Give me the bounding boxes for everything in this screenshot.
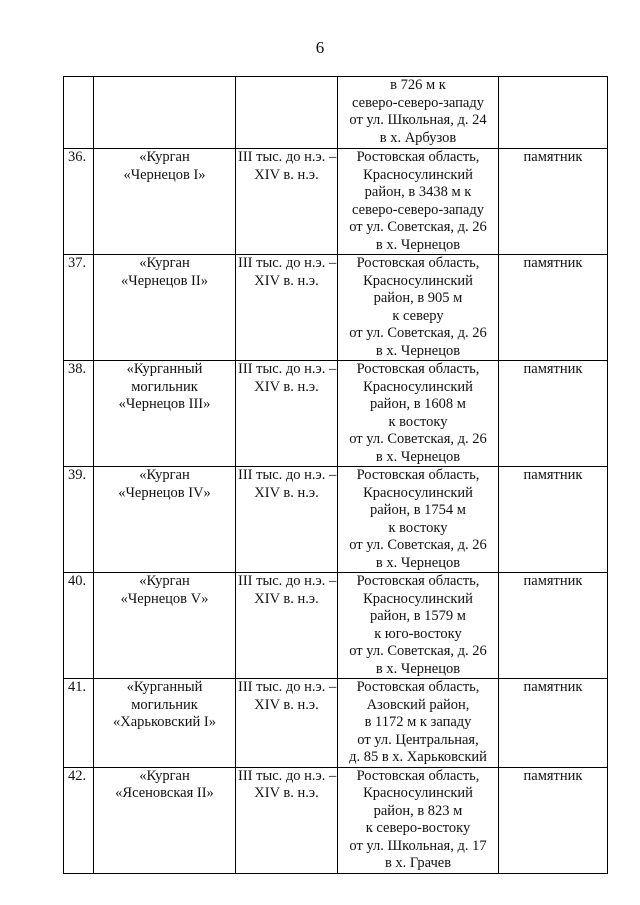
category-cell <box>499 767 608 873</box>
location-line: в х. Арбузов <box>379 129 457 146</box>
name-line: могильник <box>131 378 198 395</box>
location-cell <box>338 361 499 467</box>
dating-cell <box>236 767 338 873</box>
category-text: памятник <box>523 767 583 784</box>
dating-cell <box>236 467 338 573</box>
location-line: район, в 823 м <box>373 802 463 819</box>
location-line: Красносулинский <box>363 590 473 607</box>
category-cell <box>499 255 608 361</box>
location-line: в х. Чернецов <box>375 660 461 677</box>
name-line: «Чернецов III» <box>118 396 211 412</box>
location-line: в х. Чернецов <box>375 448 461 465</box>
monument-name-cell <box>94 149 236 255</box>
name-line: «Курган <box>139 467 190 483</box>
name-line: «Курганный <box>126 361 203 377</box>
location-cell <box>338 149 499 255</box>
category-cell <box>499 361 608 467</box>
category-text: памятник <box>523 573 583 589</box>
monument-name-cell <box>94 573 236 679</box>
location-line: к северо-востоку <box>365 820 471 836</box>
monument-name-cell <box>94 255 236 361</box>
name-line: «Курган <box>139 573 190 589</box>
table-row <box>64 573 608 679</box>
category-cell <box>499 467 608 573</box>
period-line: III тыс. до н.э. – <box>238 149 337 165</box>
location-line: Красносулинский <box>363 484 473 501</box>
location-line: д. 85 в х. Харьковский <box>349 749 487 765</box>
location-line: в 726 м к <box>390 77 446 93</box>
location-cell <box>338 767 499 873</box>
table-row <box>64 149 608 255</box>
location-line: от ул. Школьная, д. 24 <box>349 112 487 128</box>
monument-name-cell <box>94 679 236 768</box>
period-line: XIV в. н.э. <box>254 484 319 501</box>
monument-name-cell <box>94 361 236 467</box>
category-text: памятник <box>523 361 583 377</box>
location-line: район, в 1608 м <box>370 396 466 412</box>
table-row <box>64 361 608 467</box>
period-line: III тыс. до н.э. – <box>238 255 337 271</box>
num-text: 39. <box>68 467 87 483</box>
location-line: Ростовская область, <box>356 767 480 784</box>
location-line: район, в 1579 м <box>370 608 466 624</box>
location-cell <box>338 255 499 361</box>
period-line: XIV в. н.э. <box>254 696 319 713</box>
row-number-cell <box>64 573 94 679</box>
location-line: Красносулинский <box>363 785 473 801</box>
name-line: «Чернецов V» <box>120 590 209 607</box>
table-row <box>64 255 608 361</box>
location-line: от ул. Советская, д. 26 <box>349 219 487 235</box>
location-line: к востоку <box>388 413 448 430</box>
location-line: северо-северо-западу <box>352 201 484 218</box>
location-line: в х. Чернецов <box>375 554 461 571</box>
location-line: от ул. Советская, д. 26 <box>349 325 487 341</box>
dating-cell <box>236 679 338 768</box>
dating-cell <box>236 361 338 467</box>
location-line: от ул. Центральная, <box>357 731 479 748</box>
name-line: «Курган <box>139 767 190 784</box>
row-number-cell <box>64 255 94 361</box>
table-row <box>64 467 608 573</box>
name-line: «Курган <box>139 255 190 271</box>
row-number-cell <box>64 679 94 768</box>
monument-name-cell <box>94 77 236 149</box>
location-line: Ростовская область, <box>356 149 480 165</box>
location-line: Ростовская область, <box>356 679 480 695</box>
name-line: могильник <box>131 696 198 713</box>
period-line: III тыс. до н.э. – <box>238 573 337 589</box>
row-number-cell <box>64 767 94 873</box>
table-row <box>64 767 608 873</box>
category-text: памятник <box>523 255 583 271</box>
location-cell <box>338 573 499 679</box>
location-line: Азовский район, <box>366 696 470 713</box>
name-line: «Чернецов II» <box>121 272 208 289</box>
location-cell <box>338 77 499 149</box>
location-line: район, в 905 м <box>373 290 463 306</box>
row-number-cell <box>64 77 94 149</box>
location-line: к северу <box>392 307 444 324</box>
category-cell <box>499 679 608 768</box>
location-line: район, в 1754 м <box>370 502 466 518</box>
name-line: «Харьковский I» <box>112 714 217 730</box>
period-line: XIV в. н.э. <box>254 590 319 607</box>
period-line: III тыс. до н.э. – <box>238 767 337 784</box>
location-line: в х. Чернецов <box>375 236 461 253</box>
location-line: Ростовская область, <box>356 467 480 483</box>
location-line: Ростовская область, <box>356 361 480 377</box>
page-number: 6 <box>315 38 325 57</box>
category-cell <box>499 149 608 255</box>
monument-name-cell <box>94 467 236 573</box>
location-line: Красносулинский <box>363 378 473 395</box>
table-row <box>64 679 608 768</box>
category-text: памятник <box>523 149 583 165</box>
period-line: III тыс. до н.э. – <box>238 361 337 377</box>
period-line: III тыс. до н.э. – <box>238 467 337 483</box>
location-line: от ул. Советская, д. 26 <box>349 537 487 553</box>
location-line: Красносулинский <box>363 166 473 183</box>
location-line: северо-северо-западу <box>352 94 484 111</box>
location-line: в х. Чернецов <box>375 342 461 359</box>
location-line: Ростовская область, <box>356 255 480 271</box>
category-cell <box>499 573 608 679</box>
location-cell <box>338 467 499 573</box>
location-line: от ул. Советская, д. 26 <box>349 643 487 659</box>
name-line: «Курган <box>139 149 190 165</box>
category-cell <box>499 77 608 149</box>
location-line: к востоку <box>388 519 448 536</box>
num-text: 42. <box>68 767 87 784</box>
num-text: 38. <box>68 361 87 377</box>
num-text: 37. <box>68 255 87 271</box>
location-line: в 1172 м к западу <box>364 714 472 730</box>
monuments-table <box>63 76 608 874</box>
period-line: XIV в. н.э. <box>254 272 319 289</box>
name-line: «Курганный <box>126 679 203 695</box>
num-text: 41. <box>68 679 87 695</box>
period-line: III тыс. до н.э. – <box>238 679 337 695</box>
location-line: Красносулинский <box>363 272 473 289</box>
dating-cell <box>236 573 338 679</box>
dating-cell <box>236 77 338 149</box>
row-number-cell <box>64 467 94 573</box>
location-line: в х. Грачев <box>384 855 452 871</box>
location-line: район, в 3438 м к <box>364 184 472 200</box>
period-line: XIV в. н.э. <box>254 378 319 395</box>
location-line: от ул. Советская, д. 26 <box>349 431 487 447</box>
period-line: XIV в. н.э. <box>254 166 319 183</box>
monument-name-cell <box>94 767 236 873</box>
category-text: памятник <box>523 679 583 695</box>
category-text: памятник <box>523 467 583 483</box>
location-line: Ростовская область, <box>356 573 480 589</box>
period-line: XIV в. н.э. <box>254 785 319 801</box>
row-number-cell <box>64 149 94 255</box>
name-line: «Чернецов IV» <box>118 484 211 501</box>
location-line: от ул. Школьная, д. 17 <box>349 837 487 854</box>
dating-cell <box>236 149 338 255</box>
num-text: 36. <box>68 149 87 165</box>
table-row <box>64 77 608 149</box>
name-line: «Ясеновская II» <box>115 785 214 801</box>
dating-cell <box>236 255 338 361</box>
table-body <box>64 77 608 874</box>
location-cell <box>338 679 499 768</box>
name-line: «Чернецов I» <box>123 166 206 183</box>
num-text: 40. <box>68 573 87 589</box>
location-line: к юго-востоку <box>374 625 462 642</box>
row-number-cell <box>64 361 94 467</box>
